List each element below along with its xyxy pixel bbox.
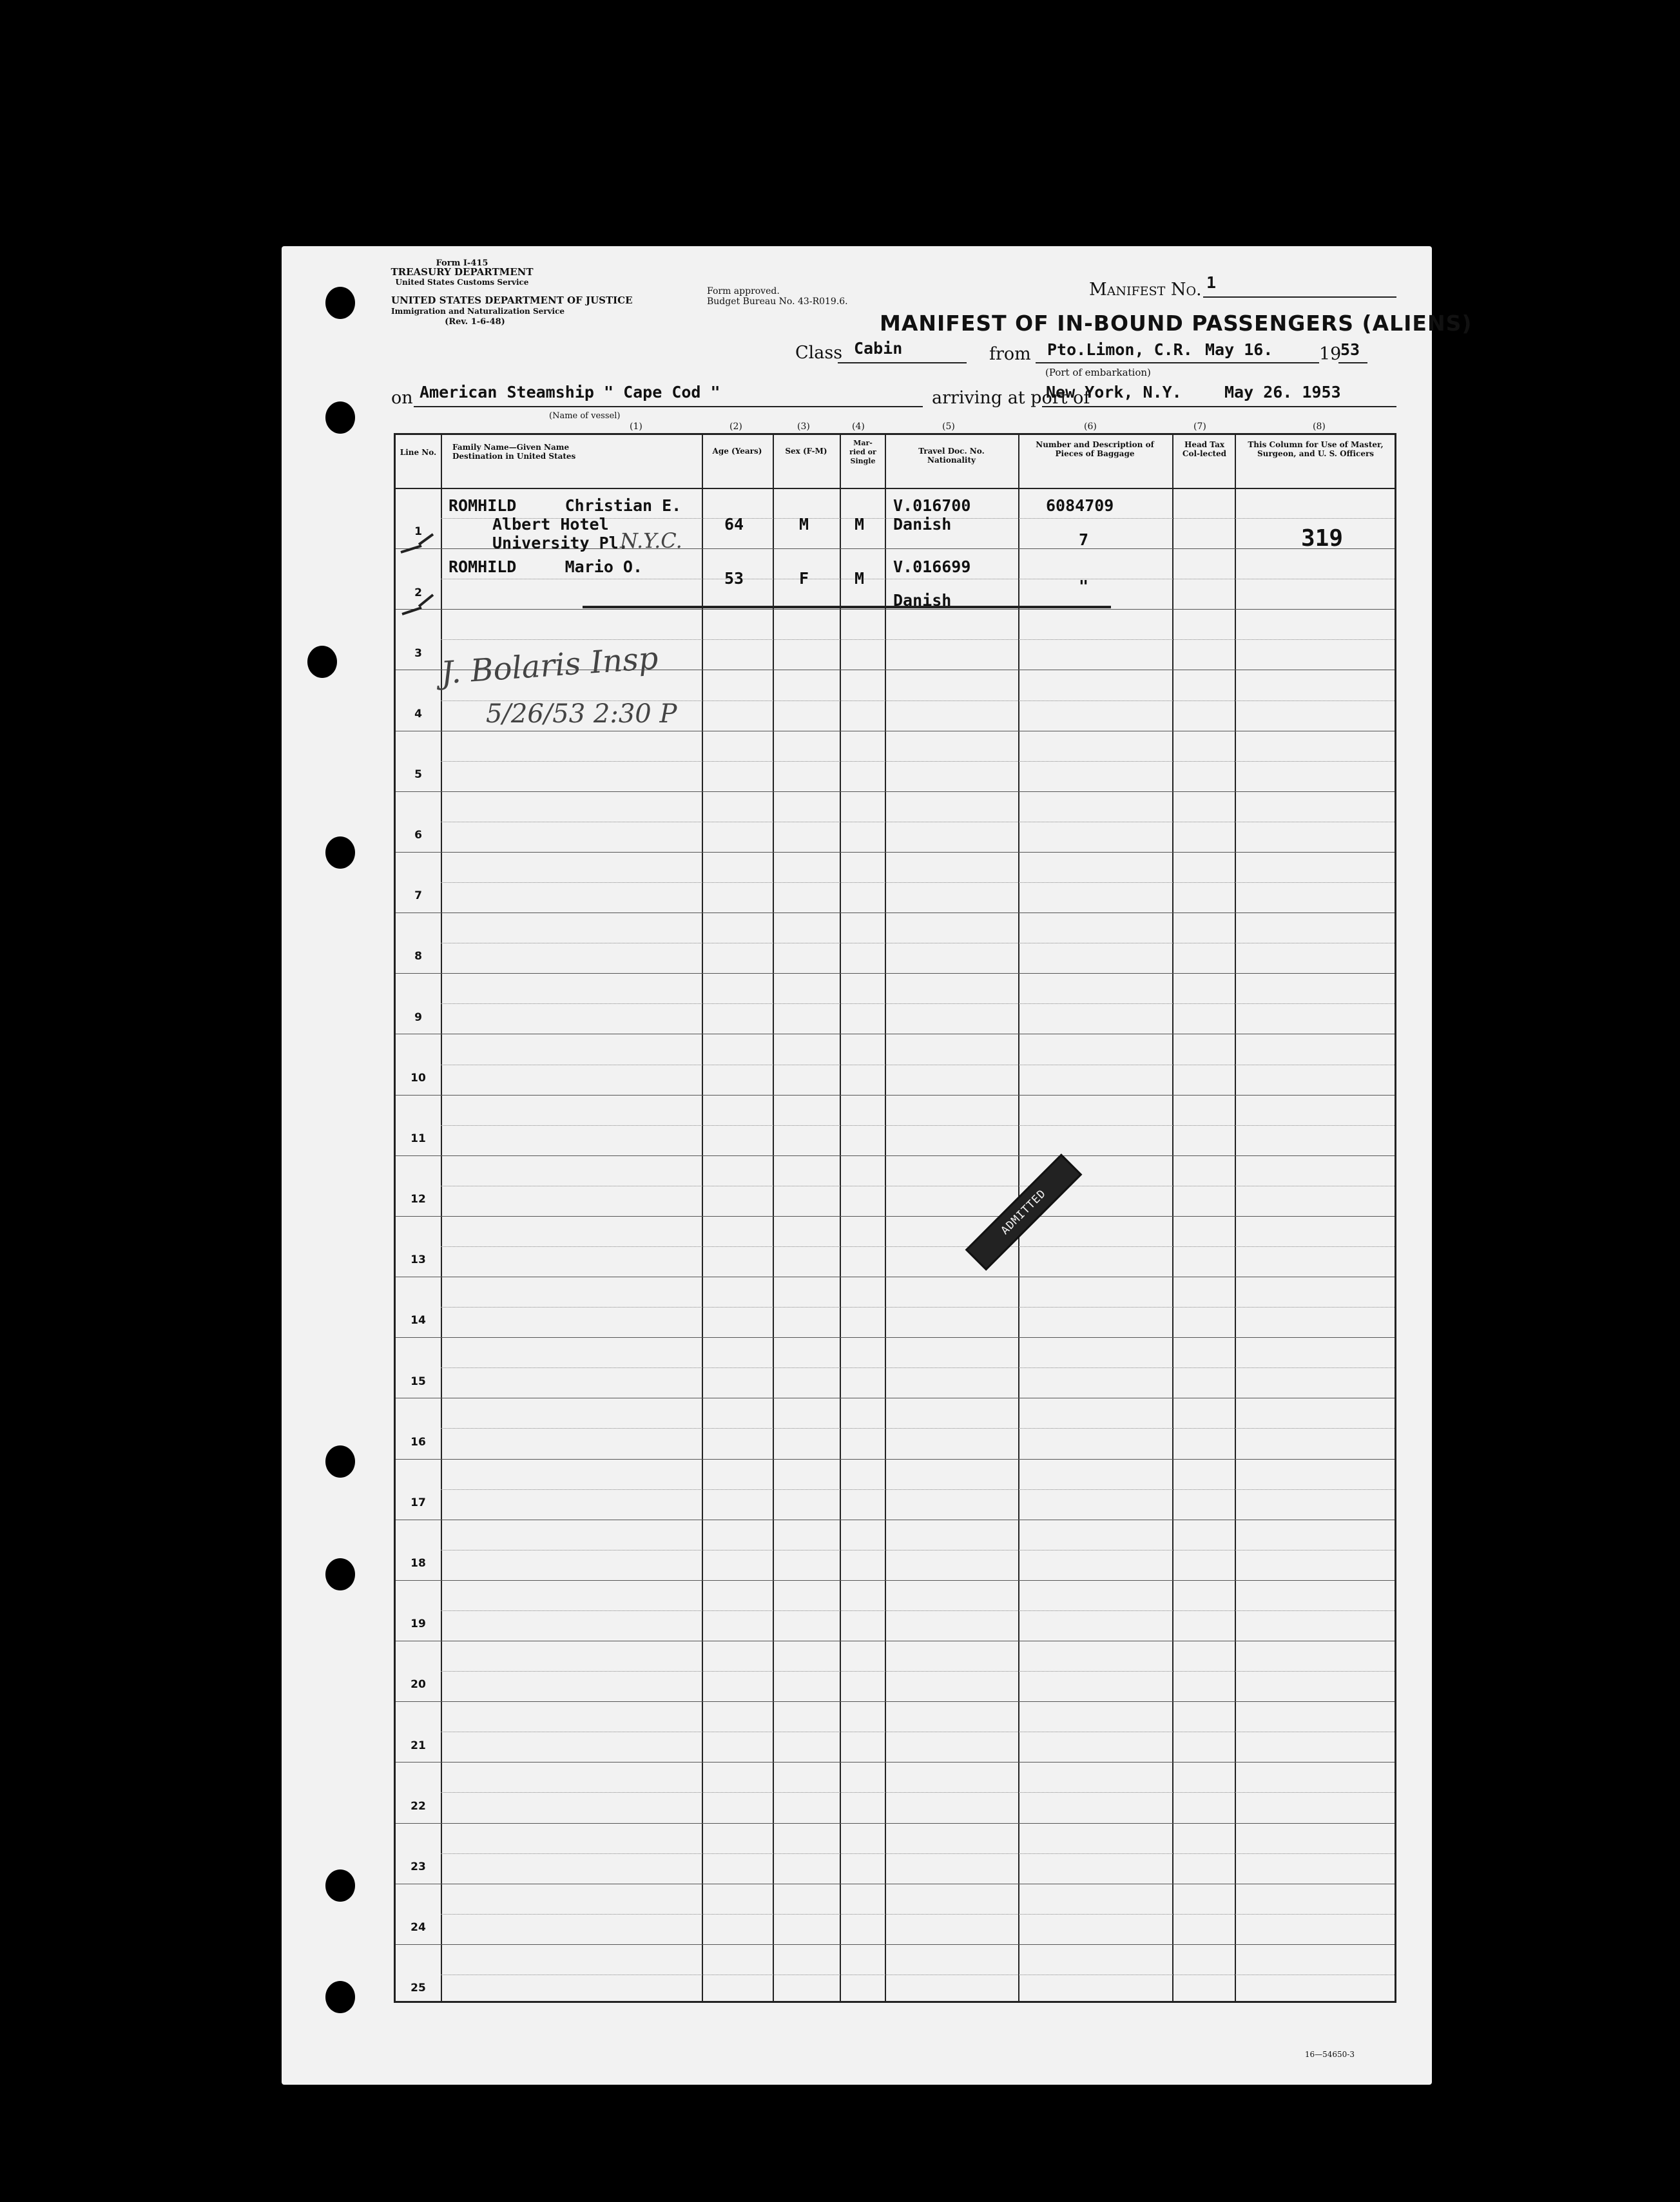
line-number: 23 bbox=[410, 1860, 426, 1873]
from-label: from bbox=[989, 344, 1031, 364]
justice-dept: UNITED STATES DEPARTMENT OF JUSTICE bbox=[391, 295, 633, 306]
colnum-1: (1) bbox=[630, 421, 642, 432]
binder-hole bbox=[325, 1981, 355, 2013]
passenger-1-dest1: Albert Hotel bbox=[492, 515, 609, 534]
approved-line1: Form approved. bbox=[707, 286, 780, 296]
line-number: 9 bbox=[414, 1010, 422, 1024]
arriving-label: arriving at port of bbox=[932, 388, 1090, 408]
passenger-1-dest-hand: N.Y.C. bbox=[620, 528, 682, 553]
col-age: Age (Years) bbox=[712, 447, 762, 456]
passenger-2-doc: V.016699 bbox=[893, 557, 971, 576]
from-value: Pto.Limon, C.R. bbox=[1047, 340, 1193, 359]
line-number: 14 bbox=[410, 1314, 426, 1328]
inspection-datetime: 5/26/53 2:30 P bbox=[486, 699, 677, 729]
page-title: MANIFEST OF IN-BOUND PASSENGERS (ALIENS) bbox=[880, 311, 1472, 336]
passenger-1-married: M bbox=[854, 515, 865, 534]
passenger-1-sex: M bbox=[799, 515, 809, 534]
treasury-dept: TREASURY DEPARTMENT bbox=[391, 266, 534, 278]
line-number: 13 bbox=[410, 1253, 426, 1267]
line-number: 22 bbox=[410, 1799, 426, 1813]
colnum-2: (2) bbox=[729, 421, 742, 432]
year-prefix: 19 bbox=[1319, 344, 1342, 364]
passenger-1-doc: V.016700 bbox=[893, 496, 971, 515]
passenger-1-baggage-pieces: 7 bbox=[1079, 530, 1089, 549]
passenger-2-married: M bbox=[854, 569, 865, 588]
binder-hole bbox=[325, 401, 355, 434]
col-travel-doc: Travel Doc. No. Nationality bbox=[918, 447, 985, 465]
vessel-name: American Steamship " Cape Cod " bbox=[420, 383, 720, 401]
class-value: Cabin bbox=[854, 339, 903, 358]
binder-hole bbox=[307, 646, 337, 678]
colnum-7: (7) bbox=[1193, 421, 1206, 432]
binder-hole bbox=[325, 1869, 355, 1902]
line-number: 8 bbox=[414, 950, 422, 963]
class-label: Class bbox=[795, 343, 843, 363]
end-of-list-line bbox=[583, 606, 1111, 608]
col-baggage: Number and Description of Pieces of Baggage bbox=[1036, 440, 1154, 458]
col-head-tax: Head Tax Col-lected bbox=[1182, 440, 1227, 458]
col-line-no: Line No. bbox=[400, 448, 437, 457]
colnum-3: (3) bbox=[797, 421, 810, 432]
form-footnote: 16—54650-3 bbox=[1304, 2050, 1355, 2059]
line-number: 15 bbox=[410, 1375, 426, 1388]
passenger-1-officer-note: 319 bbox=[1301, 525, 1344, 552]
line-number: 16 bbox=[410, 1435, 426, 1449]
customs-service: United States Customs Service bbox=[395, 278, 529, 287]
inspector-signature: J. Bolaris Insp bbox=[439, 640, 660, 691]
col-sex: Sex (F-M) bbox=[785, 447, 827, 456]
passenger-2-age: 53 bbox=[724, 569, 744, 588]
line-number: 1 bbox=[414, 525, 422, 539]
manifest-number: 1 bbox=[1206, 273, 1217, 292]
line-number: 25 bbox=[410, 1982, 426, 1995]
arrival-date: May 26. 1953 bbox=[1224, 383, 1341, 401]
col-married: Mar-ried or Single bbox=[849, 439, 876, 465]
colnum-8: (8) bbox=[1313, 421, 1326, 432]
line-number: 17 bbox=[410, 1496, 426, 1509]
revision: (Rev. 1-6-48) bbox=[445, 317, 505, 327]
line-number: 24 bbox=[410, 1921, 426, 1935]
line-number: 4 bbox=[414, 707, 422, 720]
approved-line2: Budget Bureau No. 43-R019.6. bbox=[707, 296, 848, 307]
line-number: 19 bbox=[410, 1618, 426, 1631]
arrival-port: New York, N.Y. bbox=[1046, 383, 1182, 401]
embarkation-caption: (Port of embarkation) bbox=[1045, 367, 1151, 378]
passenger-1-name: ROMHILD Christian E. bbox=[449, 496, 682, 515]
vessel-caption: (Name of vessel) bbox=[549, 411, 621, 421]
form-number: Form I-415 bbox=[436, 258, 488, 268]
line-number: 7 bbox=[414, 889, 422, 903]
manifest-sheet bbox=[282, 246, 1472, 2085]
binder-hole bbox=[325, 1558, 355, 1590]
binder-hole bbox=[325, 287, 355, 319]
line-number: 6 bbox=[414, 829, 422, 842]
year-value: 53 bbox=[1340, 340, 1360, 359]
ins-service: Immigration and Naturalization Service bbox=[391, 307, 565, 316]
departure-date: May 16. bbox=[1205, 340, 1273, 359]
col-name: Family Name—Given Name Destination in United States bbox=[452, 443, 576, 461]
passenger-1-age: 64 bbox=[724, 515, 744, 534]
passenger-1-dest2: University Pl. bbox=[492, 534, 628, 552]
colnum-6: (6) bbox=[1084, 421, 1097, 432]
passenger-2-baggage-pieces: " bbox=[1079, 577, 1089, 595]
passenger-2-nationality: Danish bbox=[893, 591, 952, 610]
binder-hole bbox=[325, 836, 355, 869]
line-number: 10 bbox=[410, 1071, 426, 1085]
check-marks bbox=[396, 532, 447, 622]
colnum-4: (4) bbox=[852, 421, 865, 432]
line-number: 12 bbox=[410, 1193, 426, 1206]
manifest-label: Manifest No. bbox=[1089, 280, 1202, 300]
binder-hole bbox=[325, 1445, 355, 1478]
passenger-table bbox=[394, 433, 1396, 2003]
col-officers: This Column for Use of Master, Surgeon, and U. S. Officers bbox=[1248, 440, 1384, 458]
admitted-stamp: ADMITTED bbox=[965, 1154, 1083, 1271]
colnum-5: (5) bbox=[942, 421, 955, 432]
line-number: 11 bbox=[410, 1132, 426, 1145]
passenger-2-name: ROMHILD Mario O. bbox=[449, 557, 643, 576]
passenger-1-baggage-no: 6084709 bbox=[1046, 496, 1114, 515]
line-number: 20 bbox=[410, 1678, 426, 1692]
line-number: 5 bbox=[414, 768, 422, 782]
passenger-1-nationality: Danish bbox=[893, 515, 952, 534]
passenger-2-sex: F bbox=[799, 569, 809, 588]
line-number: 18 bbox=[410, 1557, 426, 1570]
line-number: 3 bbox=[414, 646, 422, 660]
on-label: on bbox=[391, 388, 413, 408]
line-number: 21 bbox=[410, 1739, 426, 1752]
line-number: 2 bbox=[414, 586, 422, 599]
